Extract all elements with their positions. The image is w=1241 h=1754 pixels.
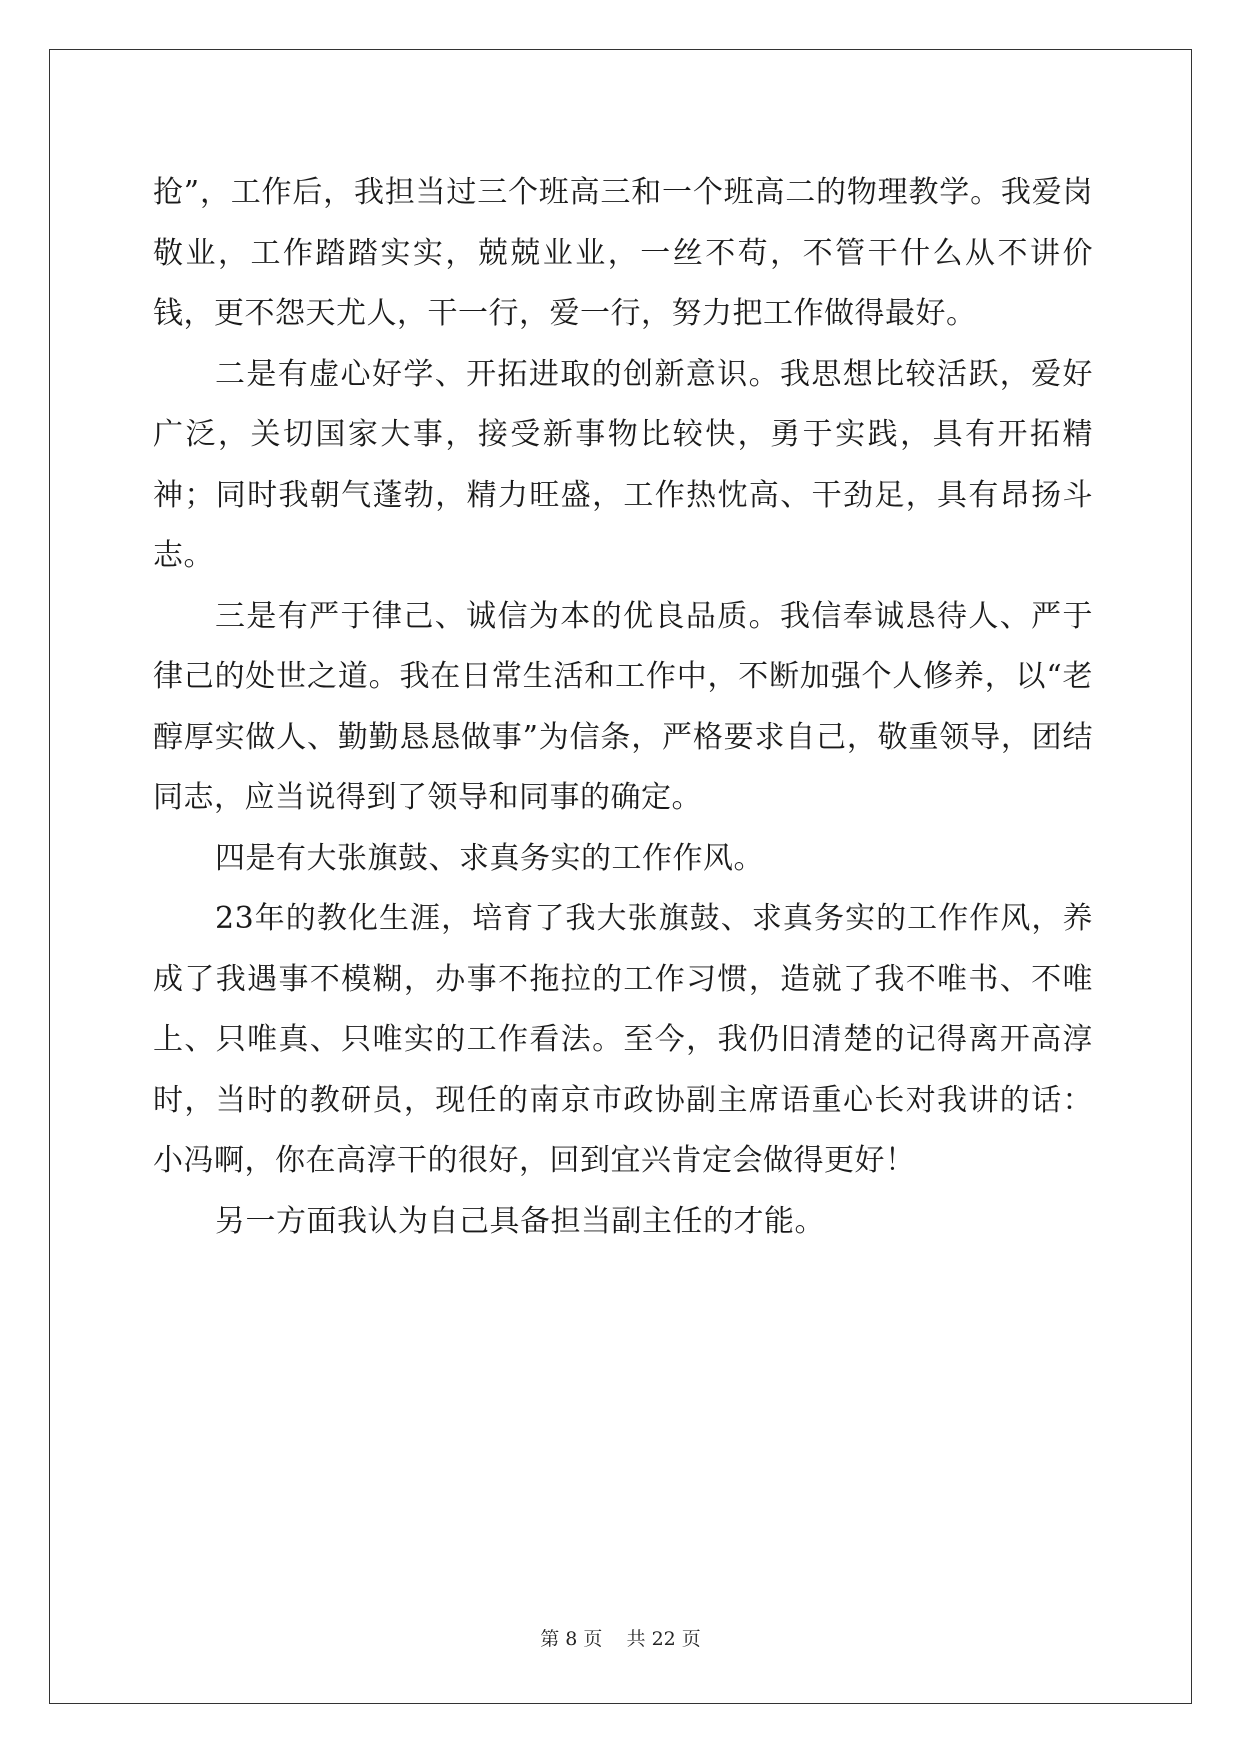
page-number: 第 8 页 [540,1628,603,1650]
paragraph-3: 三是有严于律己、诚信为本的优良品质。我信奉诚恳待人、严于律己的处世之道。我在日常生活和工作中，不断加强个人修养，以“老醇厚实做人、勤勤恳恳做事”为信条，严格要求自己，敬重领导，团结同志，应当说得到了领导和同事的确定。 [153,598,1093,815]
page-total: 共 22 页 [626,1628,701,1650]
paragraph-4: 四是有大张旗鼓、求真务实的工作作风。 [215,840,764,876]
paragraph-6: 另一方面我认为自己具备担当副主任的才能。 [215,1203,825,1239]
paragraph-1: 抢”，工作后，我担当过三个班高三和一个班高二的物理教学。我爱岗敬业，工作踏踏实实，兢兢业业，一丝不苟，不管干什么从不讲价钱，更不怨天尤人，干一行，爱一行，努力把工作做得最好。 [153,175,1093,331]
page-footer [0,1624,1241,1651]
paragraph-5: 23年的教化生涯，培育了我大张旗鼓、求真务实的工作作风，养成了我遇事不模糊，办事不拖拉的工作习惯，造就了我不唯书、不唯上、只唯真、只唯实的工作看法。至今，我仍旧清楚的记得离开高淳时，当时的教研员，现任的南京市政协副主席语重心长对我讲的话：小冯啊，你在高淳干的很好，回到宜兴肯定会做得更好！ [153,901,1093,1178]
document-body [153,163,1093,1252]
paragraph-2: 二是有虚心好学、开拓进取的创新意识。我思想比较活跃，爱好广泛，关切国家大事，接受新事物比较快，勇于实践，具有开拓精神；同时我朝气蓬勃，精力旺盛，工作热忱高、干劲足，具有昂扬斗志。 [153,356,1093,573]
